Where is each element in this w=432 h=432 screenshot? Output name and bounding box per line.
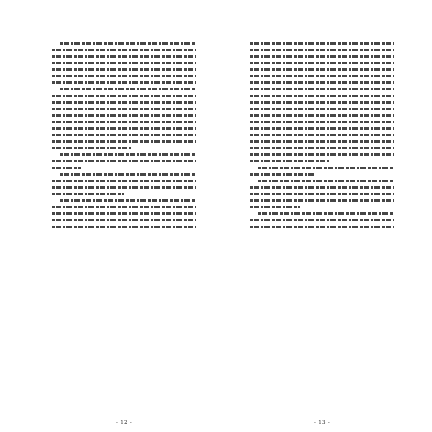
text-line-content [250, 132, 394, 138]
text-line-content [250, 177, 394, 183]
text-line-content [52, 204, 196, 210]
text-line-content [52, 40, 192, 46]
text-line-content [250, 184, 394, 190]
text-line-content [250, 138, 394, 144]
text-line-content [52, 177, 196, 183]
text-line-content [52, 99, 196, 105]
text-line-content [52, 92, 196, 98]
text-line-content [250, 217, 394, 223]
text-line-content [52, 112, 196, 118]
text-line-content [52, 145, 126, 151]
text-line [52, 223, 196, 230]
text-line-content [52, 171, 195, 177]
text-line-content [52, 191, 125, 197]
text-line-content [250, 158, 346, 164]
text-line-content [52, 86, 188, 92]
text-line-content [52, 60, 196, 66]
text-line-content [250, 40, 394, 46]
text-line-content [250, 99, 394, 105]
text-line-content [250, 151, 394, 157]
text-line-content [250, 66, 394, 72]
text-line-content [52, 132, 196, 138]
text-line-content [52, 151, 182, 157]
text-line-content [250, 171, 315, 177]
text-line-content [52, 217, 187, 223]
text-line-content [250, 197, 394, 203]
text-line-content [250, 125, 394, 131]
text-line-content [250, 92, 394, 98]
text-line-content [52, 47, 196, 53]
text-line-content [250, 191, 394, 197]
text-line-content [52, 197, 195, 203]
text-line-content [250, 164, 390, 170]
text-line-content [52, 138, 196, 144]
text-line-content [52, 158, 196, 164]
text-line-content [52, 223, 196, 229]
right-page [216, 0, 432, 432]
text-line-content [52, 73, 196, 79]
text-line-content [52, 119, 196, 125]
text-line-content [250, 145, 394, 151]
text-line-content [52, 105, 187, 111]
text-line-content [52, 210, 196, 216]
text-line-content [250, 86, 394, 92]
text-line-content [52, 79, 196, 85]
left-page-number: - 12 - [115, 420, 132, 426]
text-line-content [250, 112, 394, 118]
text-line-content [250, 210, 394, 216]
text-line-content [250, 223, 394, 229]
text-line-content [52, 125, 196, 131]
text-line-content [250, 53, 394, 59]
right-page-number: - 13 - [313, 420, 330, 426]
text-line-content [250, 119, 394, 125]
text-line-content [250, 60, 394, 66]
text-line-content [52, 164, 75, 170]
left-text-column [52, 40, 196, 426]
text-line-content [250, 47, 394, 53]
right-text-column [250, 40, 394, 426]
text-line-content [250, 79, 394, 85]
text-line-content [52, 53, 196, 59]
text-line-content [250, 105, 394, 111]
text-line-content [250, 73, 394, 79]
text-line-content [52, 66, 196, 72]
text-line [250, 223, 394, 230]
text-line-content [52, 184, 196, 190]
text-line-content [250, 204, 299, 210]
